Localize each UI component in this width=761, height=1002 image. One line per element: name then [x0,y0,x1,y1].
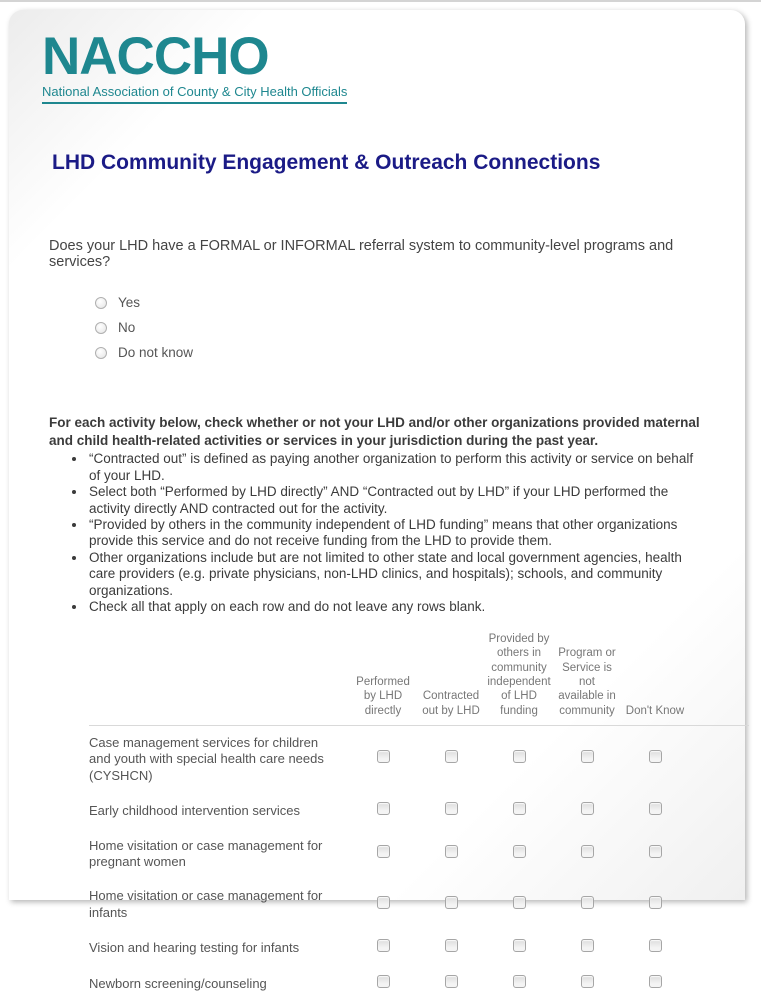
checkbox-row6-col3[interactable] [513,975,526,988]
column-header-dont-know: Don't Know [621,632,689,726]
checkbox-row2-col5[interactable] [649,802,662,815]
checkbox-cell[interactable] [349,879,417,930]
checkbox-cell[interactable] [621,726,689,793]
row-label-early-childhood: Early childhood intervention services [89,802,300,818]
matrix-header-row [89,632,749,726]
question2-bullet-list [87,451,703,616]
column-header-contracted-out: Contracted out by LHD [417,632,485,726]
survey-card [9,10,745,991]
checkbox-row2-col1[interactable] [377,802,390,815]
checkbox-row6-col5[interactable] [649,975,662,988]
column-header-not-available: Program or Service is not available in community [553,632,621,726]
checkbox-row3-col5[interactable] [649,845,662,858]
checkbox-cell[interactable] [349,726,417,793]
radio-option-label[interactable]: Do not know [118,345,194,360]
checkbox-cell[interactable] [349,930,417,966]
checkbox-cell[interactable] [417,726,485,793]
table-row [89,829,749,880]
checkbox-cell[interactable] [553,726,621,793]
naccho-logo-text: NACCHO [42,27,269,86]
question1-text: Does your LHD have a FORMAL or INFORMAL referral system to community-level programs and services? [49,238,674,270]
bullet-item: • Select both “Performed by LHD directly” AND “Contracted out by LHD” if your LHD performed the activity directly AND contracted out for the activity. [87,484,703,517]
checkbox-row3-col1[interactable] [377,845,390,858]
table-row [89,726,749,793]
checkbox-cell[interactable] [553,829,621,880]
row-label-home-visitation-pregnant: Home visitation or case management for pregnant women [89,837,323,870]
checkbox-cell[interactable] [349,793,417,829]
checkbox-row1-col5[interactable] [649,750,662,763]
checkbox-row4-col1[interactable] [377,896,390,909]
checkbox-row1-col1[interactable] [377,750,390,763]
radio-icon[interactable] [95,297,107,309]
matrix-header-spacer [89,632,349,726]
checkbox-row4-col4[interactable] [581,896,594,909]
checkbox-cell[interactable] [417,829,485,880]
bullet-item: • “Provided by others in the community independent of LHD funding” means that other organizations provide this service and do not receive funding from the LHD to provide them. [87,517,703,550]
checkbox-cell[interactable] [553,793,621,829]
checkbox-cell[interactable] [553,930,621,966]
checkbox-cell[interactable] [553,966,621,1002]
checkbox-row3-col4[interactable] [581,845,594,858]
checkbox-cell[interactable] [417,966,485,1002]
row-label-home-visitation-infants: Home visitation or case management for infants [89,888,323,920]
radio-icon[interactable] [95,322,107,334]
checkbox-row1-col4[interactable] [581,750,594,763]
checkbox-cell[interactable] [485,726,553,793]
checkbox-row4-col2[interactable] [445,896,458,909]
checkbox-row2-col4[interactable] [581,802,594,815]
checkbox-cell[interactable] [621,793,689,829]
matrix-header-spacer [689,632,749,726]
column-header-performed-by-lhd: Performed by LHD directly [349,632,417,726]
row-label-vision-hearing: Vision and hearing testing for infants [89,939,300,955]
radio-icon[interactable] [95,347,107,359]
checkbox-row6-col2[interactable] [445,975,458,988]
checkbox-cell[interactable] [485,930,553,966]
radio-option-yes[interactable] [95,295,745,310]
checkbox-row1-col2[interactable] [445,750,458,763]
checkbox-row5-col1[interactable] [377,939,390,952]
checkbox-row5-col3[interactable] [513,939,526,952]
question2-intro: For each activity below, check whether or not your LHD and/or other organizations provided maternal and child health-related activities or services in your jurisdiction during the past year. [49,415,700,448]
checkbox-row2-col2[interactable] [445,802,458,815]
radio-option-do-not-know[interactable] [95,345,745,360]
radio-option-label[interactable]: Yes [118,295,141,310]
checkbox-cell[interactable] [553,879,621,930]
checkbox-cell[interactable] [621,930,689,966]
checkbox-row3-col3[interactable] [513,845,526,858]
checkbox-row3-col2[interactable] [445,845,458,858]
bullet-item: • “Contracted out” is defined as paying another organization to perform this activity or service on behalf of your LHD. [87,451,703,484]
question1-radio-group [95,295,745,360]
radio-option-no[interactable] [95,320,745,335]
page-title: LHD Community Engagement & Outreach Connections [52,151,601,174]
checkbox-cell[interactable] [485,829,553,880]
checkbox-cell[interactable] [621,829,689,880]
checkbox-row5-col4[interactable] [581,939,594,952]
checkbox-row5-col2[interactable] [445,939,458,952]
question2-instructions [49,414,703,616]
checkbox-cell[interactable] [417,879,485,930]
checkbox-row4-col3[interactable] [513,896,526,909]
bullet-item: • Check all that apply on each row and do not leave any rows blank. [87,599,703,615]
naccho-logo [9,10,745,104]
table-row [89,879,749,930]
checkbox-cell[interactable] [417,930,485,966]
checkbox-row1-col3[interactable] [513,750,526,763]
naccho-logo-tagline: National Association of County & City Health Officials [42,84,347,104]
checkbox-cell[interactable] [621,966,689,1002]
checkbox-cell[interactable] [485,966,553,1002]
checkbox-cell[interactable] [485,879,553,930]
checkbox-row6-col4[interactable] [581,975,594,988]
bullet-item: • Other organizations include but are not limited to other state and local government agencies, health care providers (e.g. private physicians, non-LHD clinics, and hospitals); schools, and community organizations. [87,550,703,599]
checkbox-row4-col5[interactable] [649,896,662,909]
checkbox-cell[interactable] [485,793,553,829]
checkbox-cell[interactable] [349,829,417,880]
checkbox-cell[interactable] [417,793,485,829]
table-row [89,966,749,1002]
activity-matrix [89,632,749,1002]
checkbox-cell[interactable] [621,879,689,930]
checkbox-cell[interactable] [349,966,417,1002]
table-row [89,930,749,966]
table-row [89,793,749,829]
column-header-provided-by-others: Provided by others in community independent of LHD funding [485,632,553,726]
row-label-cyshcn: Case management services for children and youth with special health care needs (CYSHCN) [89,735,324,783]
checkbox-row6-col1[interactable] [377,975,390,988]
checkbox-row2-col3[interactable] [513,802,526,815]
checkbox-row5-col5[interactable] [649,939,662,952]
row-label-newborn-screening: Newborn screening/counseling [89,975,267,991]
radio-option-label[interactable]: No [118,320,136,335]
